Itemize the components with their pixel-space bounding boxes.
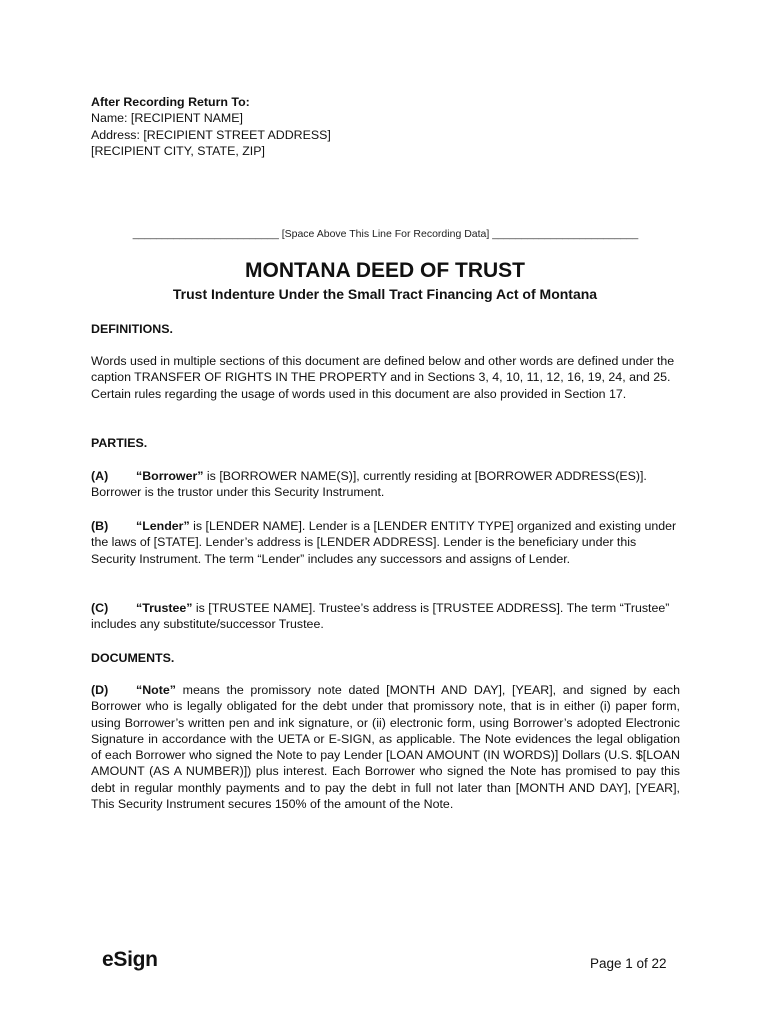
document-subtitle: Trust Indenture Under the Small Tract Financing Act of Montana	[172, 286, 598, 302]
lender-text: is [LENDER NAME]. Lender is a [LENDER ENTITY TYPE] organized and existing under the laws of [STATE]. Lender’s address is [LENDER ADDRESS]. Lender is the beneficiary under this Security Instrument. The term “Lender” includes any successors and assigns of Lender.	[91, 519, 677, 566]
recipient-city: [RECIPIENT CITY, STATE, ZIP]	[91, 143, 265, 158]
borrower-label: (A)	[91, 469, 109, 483]
return-header: After Recording Return To:	[91, 95, 250, 109]
borrower-paragraph	[91, 468, 680, 501]
note-text: means the promissory note dated [MONTH AND DAY], [YEAR], and signed by each Borrower who is legally obligated for the debt under that promissory note, that is in either (i) paper form, using Borrower’s written pen and ink signature, or (ii) electronic form, using Borrower’s adopted Electronic Signature in accordance with the UETA or E-SIGN, as applicable. The Note evidences the legal obligation of each Borrower who signed the Note to pay Lender [LOAN AMOUNT (IN WORDS)] Dollars (U.S. $[LOAN AMOUNT (AS A NUMBER)]) plus interest. Each Borrower who signed the Note has promised to pay this debt in regular monthly payments and to pay the debt in full not later than [MONTH AND DAY], [YEAR], This Security Instrument secures 150% of the amount of the Note.	[91, 683, 680, 812]
note-paragraph	[91, 682, 680, 812]
recipient-address: Address: [RECIPIENT STREET ADDRESS]	[91, 127, 331, 142]
note-term: “Note”	[136, 683, 176, 697]
trustee-paragraph	[91, 600, 680, 633]
documents-heading: DOCUMENTS.	[91, 651, 175, 665]
recipient-name: Name: [RECIPIENT NAME]	[91, 111, 243, 126]
note-label: (D)	[91, 683, 109, 697]
borrower-term: “Borrower”	[136, 469, 204, 483]
lender-label: (B)	[91, 519, 109, 533]
definitions-heading: DEFINITIONS.	[91, 322, 173, 336]
lender-term: “Lender”	[136, 519, 190, 533]
recording-data-line: _________________________ [Space Above This Line For Recording Data] _________________________	[132, 228, 639, 240]
borrower-text: is [BORROWER NAME(S)], currently residing at [BORROWER ADDRESS(ES)]. Borrower is the trustor under this Security Instrument.	[91, 469, 647, 500]
definitions-paragraph: Words used in multiple sections of this document are defined below and other words are defined under the caption TRANSFER OF RIGHTS IN THE PROPERTY and in Sections 3, 4, 10, 11, 12, 16, 19, 24, and 25. Certain rules regarding the usage of words used in this document are also provided in Section 17.	[91, 354, 675, 401]
trustee-text: is [TRUSTEE NAME]. Trustee’s address is [TRUSTEE ADDRESS]. The term “Trustee” includes any substitute/successor Trustee.	[91, 601, 670, 632]
return-address-block	[91, 94, 680, 159]
document-title: MONTANA DEED OF TRUST	[245, 259, 525, 282]
parties-heading: PARTIES.	[91, 436, 148, 450]
page-number: Page 1 of 22	[590, 956, 667, 971]
trustee-term: “Trustee”	[136, 601, 193, 615]
esign-logo: eSign	[102, 948, 158, 971]
lender-paragraph	[91, 518, 680, 567]
trustee-label: (C)	[91, 601, 109, 615]
